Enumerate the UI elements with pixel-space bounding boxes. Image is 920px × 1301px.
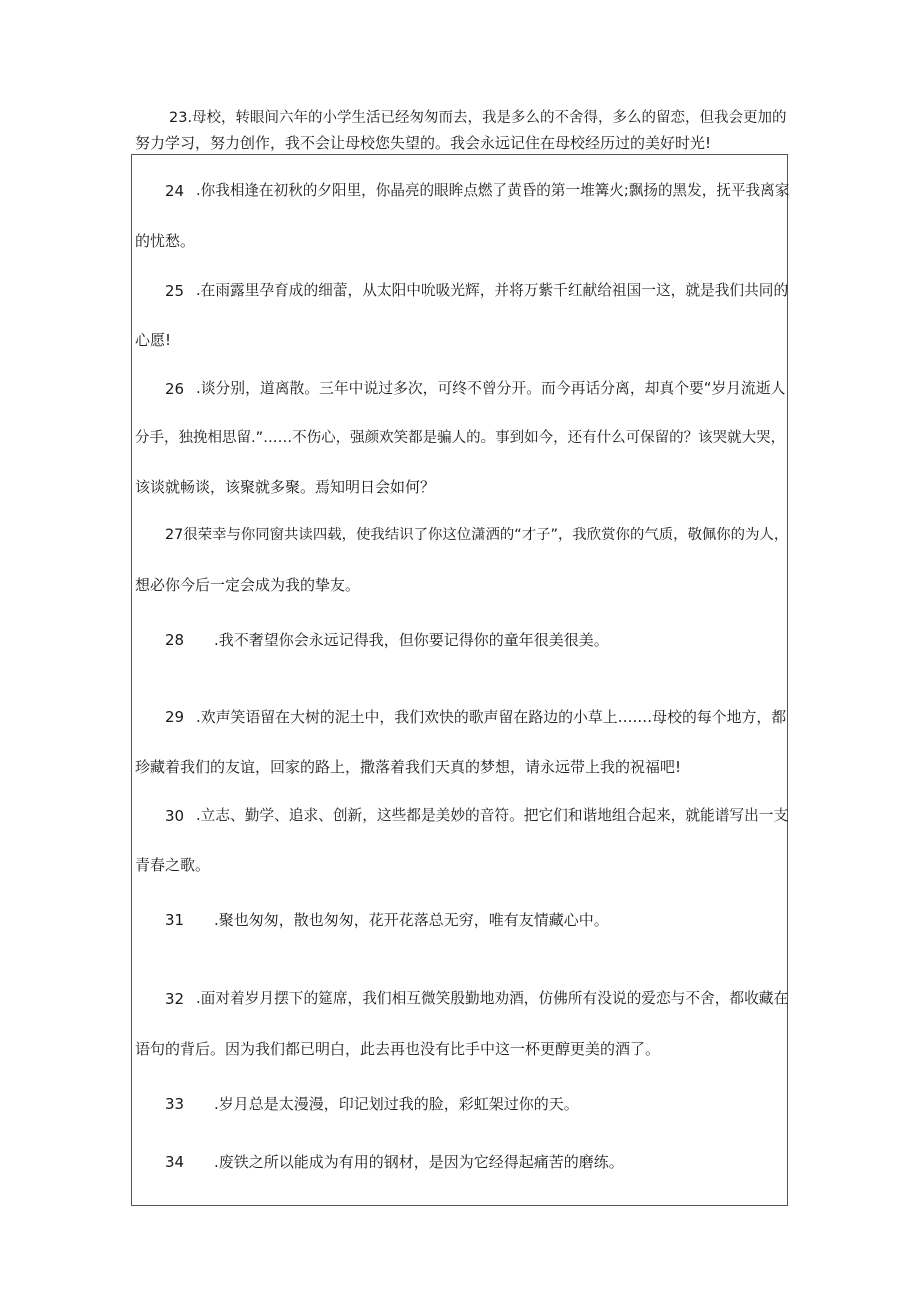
item-number-31: 31 [165,911,185,929]
paragraph-23-line-1: 23.母校，转眼间六年的小学生活已经匆匆而去，我是多么的不舍得，多么的留恋，但我会更加的 [169,110,787,126]
paragraph-24-line-2: 的忧愁。 [135,232,196,250]
item-number-26: 26 [165,380,185,398]
paragraph-29-line-2: 珍藏着我们的友谊，回家的路上，撒落着我们天真的梦想，请永远带上我的祝福吧! [135,758,682,776]
paragraph-34-line-1: .废铁之所以能成为有用的钢材，是因为它经得起痛苦的磨练。 [214,1153,624,1171]
paragraph-33-line-1: .岁月总是太漫漫，印记划过我的脸，彩虹架过你的天。 [214,1095,579,1113]
paragraph-24-line-1: .你我相逢在初秋的夕阳里，你晶亮的眼眸点燃了黄昏的第一堆篝火;飘扬的黑发，抚平我离家 [196,182,790,199]
item-number-25: 25 [165,282,185,300]
paragraph-32-line-1: .面对着岁月摆下的筵席，我们相互微笑殷勤地劝酒，仿佛所有没说的爱恋与不舍，都收藏在 [196,990,789,1007]
paragraph-26-line-3: 该谈就畅谈，该聚就多聚。焉知明日会如何？ [135,478,436,496]
paragraph-25-line-2: 心愿! [135,331,172,349]
paragraph-32-line-2: 语句的背后。因为我们都已明白，此去再也没有比手中这一杯更醇更美的酒了。 [135,1040,661,1058]
paragraph-28-line-1: .我不奢望你会永远记得我，但你要记得你的童年很美很美。 [214,631,609,649]
item-number-30: 30 [165,807,185,825]
item-number-28: 28 [165,631,185,649]
item-number-29: 29 [165,708,185,726]
paragraph-23-line-2: 努力学习，努力创作，我不会让母校您失望的。我会永远记住在母校经历过的美好时光! [135,134,712,152]
item-number-32: 32 [165,990,185,1008]
paragraph-26-line-1: .谈分别，道离散。三年中说过多次，可终不曾分开。而今再话分离，却真个要“岁月流逝人 [196,380,786,397]
item-number-34: 34 [165,1153,185,1171]
paragraph-26-line-2: 分手，独挽相思留.”……不伤心，强颜欢笑都是骗人的。事到如今，还有什么可保留的？该哭就大哭， [135,430,786,446]
paragraph-31-line-1: .聚也匆匆，散也匆匆，花开花落总无穷，唯有友情藏心中。 [214,911,609,929]
paragraph-25-line-1: .在雨露里孕育成的细蕾，从太阳中吮吸光辉，并将万紫千红献给祖国一这，就是我们共同的 [196,282,789,299]
paragraph-27-line-2: 想必你今后一定会成为我的挚友。 [135,576,361,594]
paragraph-29-line-1: .欢声笑语留在大树的泥土中，我们欢快的歌声留在路边的小草上….…母校的每个地方，都 [196,708,787,726]
item-number-24: 24 [165,182,185,200]
paragraph-27-line-1: 27很荣幸与你同窗共读四载，使我结识了你这位潇洒的“才子”，我欣赏你的气质，敬佩你的为人， [165,527,789,543]
paragraph-30-line-2: 青春之歌。 [135,856,211,874]
item-number-33: 33 [165,1095,185,1113]
paragraph-30-line-1: .立志、勤学、追求、创新，这些都是美妙的音符。把它们和谐地组合起来，就能谱写出一支 [196,807,789,824]
